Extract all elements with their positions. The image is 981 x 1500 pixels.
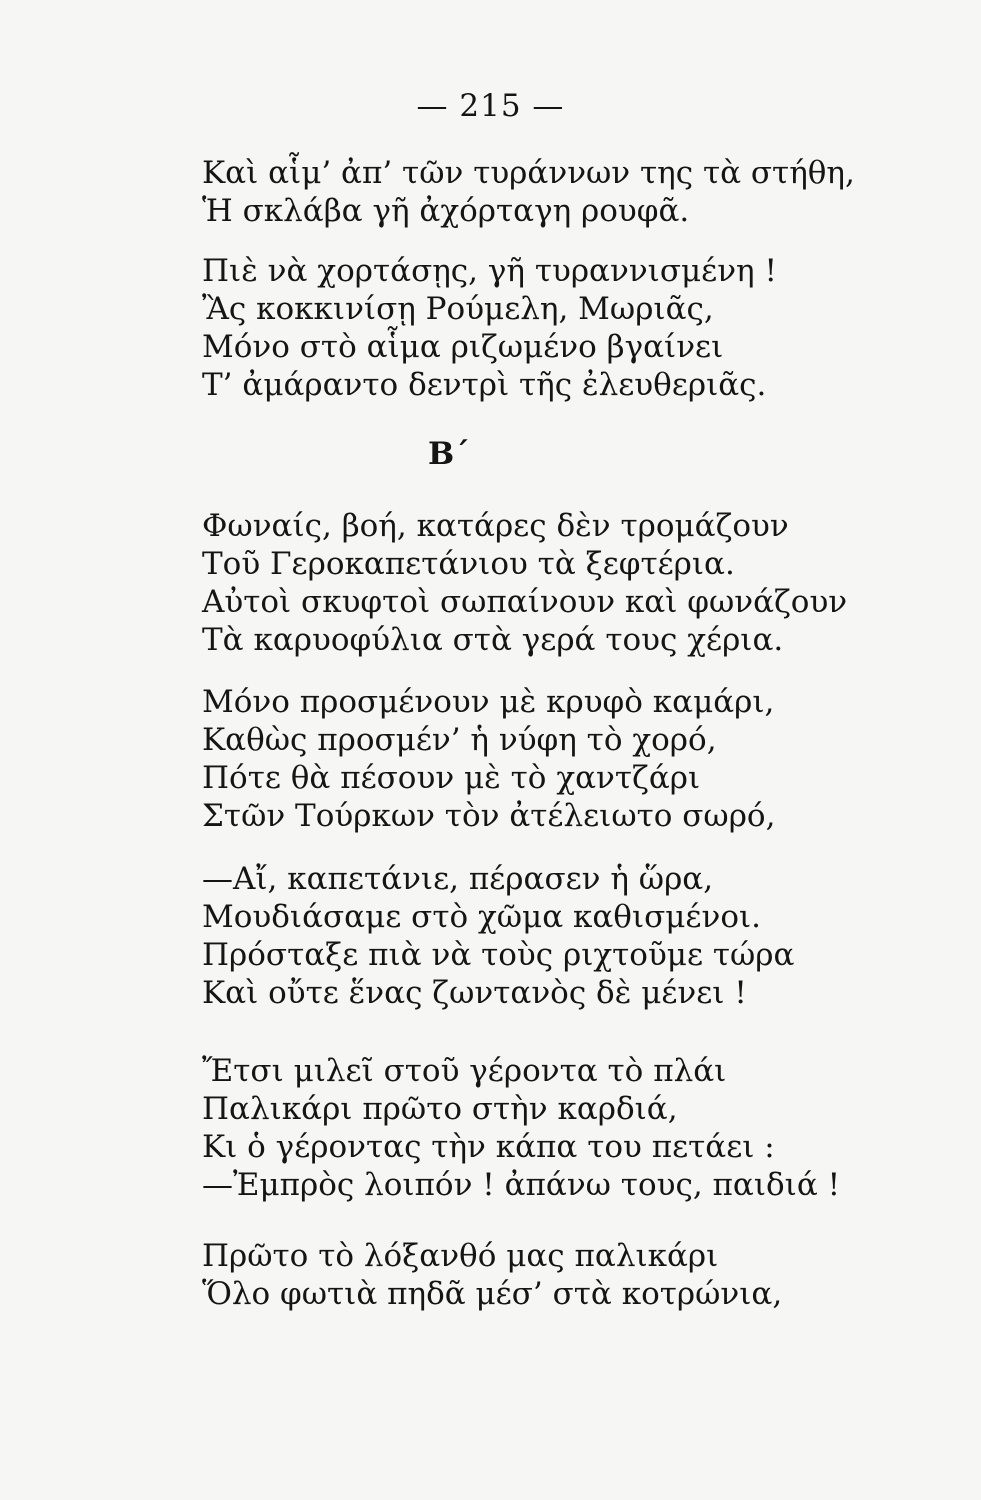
poem-line: Τὰ καρυοφύλια στὰ γερά τους χέρια. — [202, 622, 784, 658]
section-heading: Β΄ — [428, 436, 470, 472]
poem-line: —Ἐμπρὸς λοιπόν ! ἀπάνω τους, παιδιά ! — [202, 1167, 841, 1203]
poem-line: Πρόσταξε πιὰ νὰ τοὺς ριχτοῦμε τώρα — [202, 937, 795, 973]
poem-line: Μόνο στὸ αἷμα ριζωμένο βγαίνει — [202, 329, 724, 365]
poem-line: Κι ὁ γέροντας τὴν κάπα του πετάει : — [202, 1129, 775, 1165]
poem-stanza-6 — [202, 1052, 842, 1204]
poem-line: Πιὲ νὰ χορτάσῃς, γῆ τυραννισμένη ! — [202, 253, 777, 289]
poem-line: Πρῶτο τὸ λόξανθό μας παλικάρι — [202, 1238, 719, 1274]
poem-line: Παλικάρι πρῶτο στὴν καρδιά, — [202, 1091, 678, 1127]
poem-line: Φωναίς, βοή, κατάρες δὲν τρομάζουν — [202, 508, 789, 544]
poem-line: Ἡ σκλάβα γῆ ἀχόρταγη ρουφᾶ. — [202, 193, 690, 229]
poem-line: Ὅλο φωτιὰ πηδᾶ μέσ’ στὰ κοτρώνια, — [202, 1276, 783, 1312]
poem-line: Πότε θὰ πέσουν μὲ τὸ χαντζάρι — [202, 760, 701, 796]
poem-line: Ἂς κοκκινίσῃ Ρούμελη, Μωριᾶς, — [202, 291, 714, 327]
poem-line: —Αἴ, καπετάνιε, πέρασεν ἡ ὥρα, — [202, 861, 714, 897]
poem-line: Καὶ οὔτε ἕνας ζωντανὸς δὲ μένει ! — [202, 975, 747, 1011]
poem-line: Καὶ αἷμ’ ἀπ’ τῶν τυράννων της τὰ στήθη, — [202, 155, 855, 191]
poem-line: Αὐτοὶ σκυφτοὶ σωπαίνουν καὶ φωνάζουν — [202, 584, 848, 620]
poem-stanza-1 — [202, 154, 855, 230]
poem-line: Μουδιάσαμε στὸ χῶμα καθισμένοι. — [202, 899, 761, 935]
poem-line: Τοῦ Γεροκαπετάνιου τὰ ξεφτέρια. — [202, 546, 735, 582]
poem-line: Τ’ ἀμάραντο δεντρὶ τῆς ἐλευθεριᾶς. — [202, 367, 767, 403]
page-number: — 215 — — [416, 88, 565, 124]
poem-stanza-2 — [202, 252, 842, 404]
poem-line: Μόνο προσμένουν μὲ κρυφὸ καμάρι, — [202, 684, 775, 720]
poem-line: Καθὼς προσμέν’ ἡ νύφη τὸ χορό, — [202, 722, 717, 758]
poem-stanza-3 — [202, 507, 848, 659]
poem-line: Ἔτσι μιλεῖ στοῦ γέροντα τὸ πλάι — [202, 1053, 727, 1089]
poem-stanza-7 — [202, 1237, 842, 1313]
poem-stanza-4 — [202, 683, 842, 835]
poem-line: Στῶν Τούρκων τὸν ἀτέλειωτο σωρό, — [202, 798, 776, 834]
poem-stanza-5 — [202, 860, 842, 1012]
